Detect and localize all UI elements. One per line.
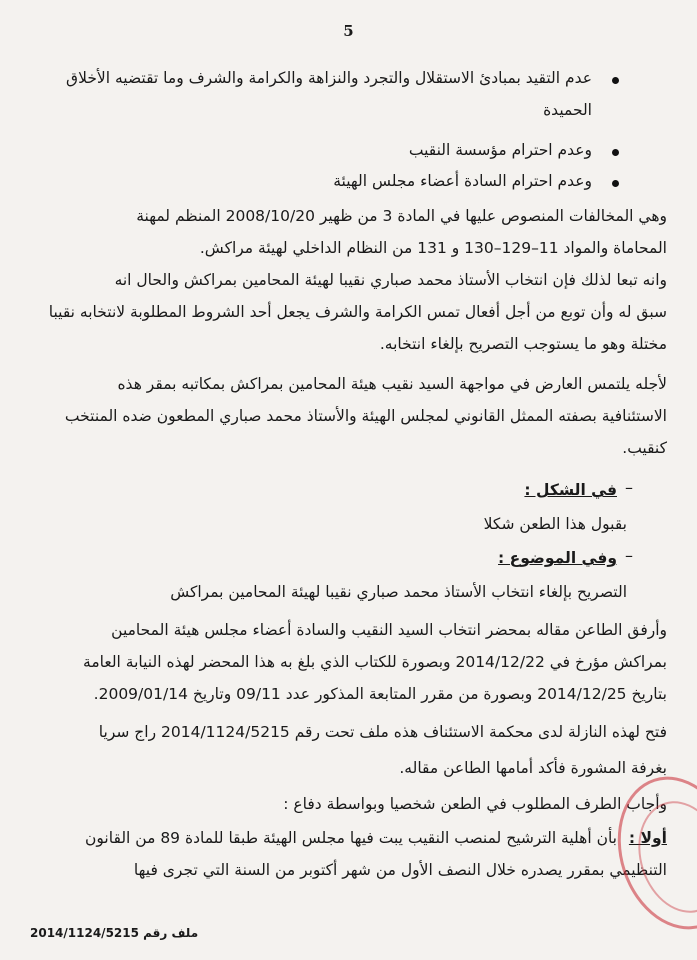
first-label: أولا : [628, 829, 667, 847]
subject-text: التصريح بإلغاء انتخاب الأستاذ محمد صباري نقيبا لهيئة المحامين بمراكش [170, 583, 627, 601]
para4-line2: بمراكش مؤرخ في 2014/12/22 وبصورة للكتاب الذي بلغ به هذا المحضر لهذه النيابة العامة [83, 653, 667, 671]
para3-line2: الاستئنافية بصفته الممثل القانوني لمجلس الهيئة والأستاذ محمد صباري المطعون ضده المنتخب [64, 407, 667, 425]
para2-line2: سبق له وأن توبع من أجل أفعال تمس الكرامة والشرف يجعل أحد الشروط المطلوبة لانتخابه نقيبا [48, 303, 667, 321]
para7-line1: بأن أهلية الترشيح لمنصب النقيب يبت فيها مجلس الهيئة طبقا للمادة 89 من القانون [85, 829, 617, 847]
para6: وأجاب الطرف المطلوب في الطعن شخصيا وبواسطة دفاع : [283, 795, 667, 813]
file-number-footer: ملف رقم 2014/1124/5215 [30, 926, 199, 940]
bullet-2: وعدم احترام مؤسسة النقيب [408, 141, 592, 159]
para2-line1: وانه تبعا لذلك فإن انتخاب الأستاذ محمد صباري نقيبا لهيئة المحامين بمراكش والحال انه [114, 271, 667, 289]
bullet-icon [612, 180, 619, 187]
form-text: بقبول هذا الطعن شكلا [483, 515, 627, 533]
bullet-1-cont: الحميدة [543, 101, 592, 119]
form-heading: في الشكل : [524, 481, 617, 499]
para7-line2: التنظيمي بمقرر يصدره خلال النصف الأول من شهر أكتوبر من السنة التي تجرى فيها [133, 861, 667, 879]
page-number: 5 [343, 22, 354, 40]
bullet-icon [612, 149, 619, 156]
para5-line1: فتح لهذه النازلة لدى محكمة الاستئناف هذه ملف تحت رقم 2014/1124/5215 راج سريا [98, 723, 667, 741]
para3-line3: كنقيب. [622, 439, 667, 457]
bullet-icon [612, 77, 619, 84]
dash-icon: – [625, 478, 633, 497]
para1-line2: المحاماة والمواد 11–129–130 و 131 من النظام الداخلي لهيئة مراكش. [199, 239, 667, 257]
para4-line3: بتاريخ 2014/12/25 وبصورة من مقرر المتابعة المذكور عدد 09/11 وتاريخ 2009/01/14. [93, 685, 667, 703]
para1-line1: وهي المخالفات المنصوص عليها في المادة 3 من ظهير 2008/10/20 المنظم لمهنة [136, 207, 667, 225]
bullet-3: وعدم احترام السادة أعضاء مجلس الهيئة [333, 172, 592, 190]
bullet-1: عدم التقيد بمبادئ الاستقلال والتجرد والنزاهة والكرامة والشرف وما تقتضيه الأخلاق [66, 69, 592, 87]
subject-heading: وفي الموضوع : [498, 549, 617, 567]
para5-line2: بغرفة المشورة فأكد أمامها الطاعن مقاله. [399, 759, 667, 777]
para4-line1: وأرفق الطاعن مقاله بمحضر انتخاب السيد النقيب والسادة أعضاء مجلس هيئة المحامين [111, 621, 667, 639]
para2-line3: مختلة وهو ما يستوجب التصريح بإلغاء انتخابه. [379, 335, 667, 353]
dash-icon: – [625, 546, 633, 565]
para3-line1: لأجله يلتمس العارض في مواجهة السيد نقيب هيئة المحامين بمراكش بمكاتبه بمقر هذه [117, 375, 667, 393]
